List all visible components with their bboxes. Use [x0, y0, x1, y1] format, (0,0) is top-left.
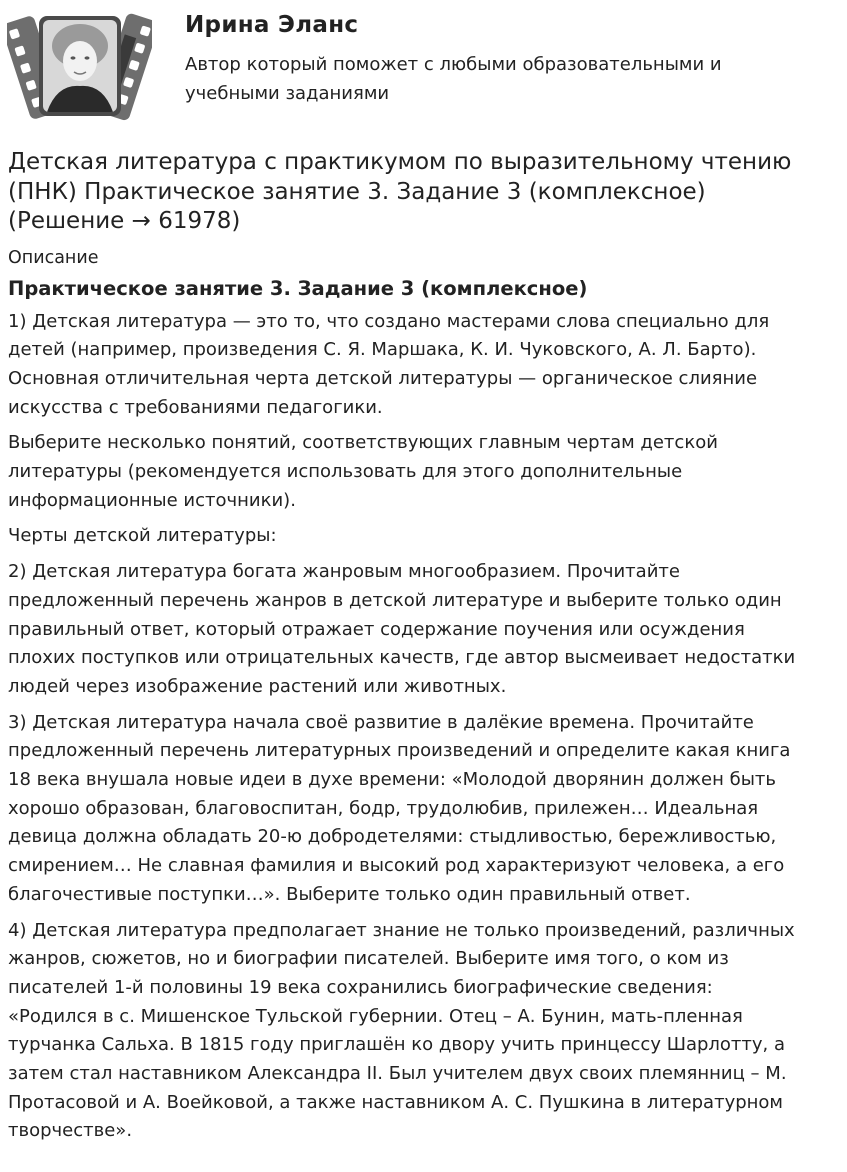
paragraph-line: жанров, сюжетов, но и биографии писателей. Выберите имя того, о ком из — [8, 948, 729, 970]
paragraph-line: затем стал наставником Александра II. Был учителем двух своих племянниц – М. — [8, 1063, 787, 1085]
paragraph-line: писателей 1-й половины 19 века сохранились биографические сведения: — [8, 976, 713, 998]
paragraph-line: предложенный перечень жанров в детской литературе и выберите только один — [8, 589, 782, 611]
paragraph-line: плохих поступков или отрицательных качеств, где автор высмеивает недостатки — [8, 647, 796, 669]
paragraph-line: «Родился в с. Мишенское Тульской губернии. Отец – А. Бунин, мать-пленная — [8, 1005, 743, 1027]
paragraph-line: благочестивые поступки…». Выберите только один правильный ответ. — [8, 883, 691, 905]
paragraph-line: предложенный перечень литературных произведений и определите какая книга — [8, 740, 791, 762]
paragraph-6 — [8, 917, 842, 1147]
paragraph-line: девица должна обладать 20-ю добродетелями: стыдливостью, бережливостью, — [8, 826, 777, 848]
page-title-line: (Решение → 61978) — [8, 208, 241, 234]
paragraph-5 — [8, 709, 842, 910]
page-title — [8, 148, 842, 237]
author-name[interactable]: Ирина Эланс — [185, 12, 359, 38]
paragraph-line: 2) Детская литература богата жанровым многообразием. Прочитайте — [8, 561, 680, 583]
paragraph-line: смирением… Не славная фамилия и высокий род характеризуют человека, а его — [8, 855, 785, 877]
paragraph-line: Выберите несколько понятий, соответствующих главным чертам детской — [8, 432, 718, 454]
paragraph-line: 18 века внушала новые идеи в духе времени: «Молодой дворянин должен быть — [8, 769, 777, 791]
paragraph-4 — [8, 558, 842, 702]
author-description-line: Автор который поможет с любыми образовательными и — [185, 54, 722, 75]
paragraph-line: Основная отличительная черта детской литературы — органическое слияние — [8, 367, 758, 389]
main-content — [8, 148, 842, 1146]
paragraph-line: детей (например, произведения С. Я. Маршака, К. И. Чуковского, А. Л. Барто). — [8, 339, 757, 361]
author-description — [185, 50, 825, 108]
author-header — [0, 0, 847, 135]
paragraph-2 — [8, 429, 842, 515]
paragraph-line: турчанка Сальха. В 1815 году приглашён ко двору учить принцессу Шарлотту, а — [8, 1034, 786, 1056]
author-description-line: учебными заданиями — [185, 83, 390, 104]
film-strip-photo-icon — [7, 6, 152, 128]
description-label: Описание — [8, 247, 99, 268]
paragraph-line: творчестве». — [8, 1120, 133, 1142]
paragraph-line: Протасовой и А. Воейковой, а также наставником А. С. Пушкина в литературном — [8, 1091, 784, 1113]
paragraph-line: правильный ответ, который отражает содержание поучения или осуждения — [8, 618, 745, 640]
author-avatar[interactable] — [7, 6, 152, 128]
paragraph-3 — [8, 522, 842, 551]
paragraph-line: искусства с требованиями педагогики. — [8, 396, 383, 418]
paragraph-1 — [8, 308, 842, 423]
page-title-line: Детская литература с практикумом по выразительному чтению — [8, 149, 792, 175]
paragraph-line: людей через изображение растений или животных. — [8, 675, 507, 697]
page-title-line: (ПНК) Практическое занятие 3. Задание 3 (комплексное) — [8, 178, 706, 205]
paragraph-line: 4) Детская литература предполагает знание не только произведений, различных — [8, 919, 795, 941]
paragraph-line: 3) Детская литература начала своё развитие в далёкие времена. Прочитайте — [8, 711, 754, 733]
section-subtitle: Практическое занятие 3. Задание 3 (комплексное) — [8, 276, 588, 300]
paragraph-line: хорошо образован, благовоспитан, бодр, трудолюбив, прилежен… Идеальная — [8, 797, 759, 819]
paragraph-line: 1) Детская литература — это то, что создано мастерами слова специально для — [8, 310, 770, 332]
paragraph-line: Черты детской литературы: — [8, 525, 277, 547]
paragraph-line: информационные источники). — [8, 489, 296, 511]
paragraph-line: литературы (рекомендуется использовать для этого дополнительные — [8, 461, 683, 483]
